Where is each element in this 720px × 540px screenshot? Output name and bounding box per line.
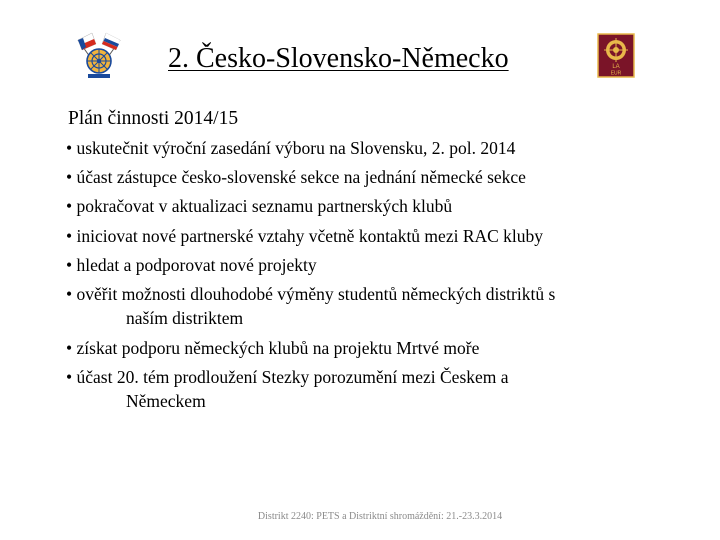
bullet-text: • pokračovat v aktualizaci seznamu partnerských klubů: [66, 196, 453, 217]
bullet-item: [66, 194, 666, 219]
bullet-text: • uskutečnit výroční zasedání výboru na Slovensku, 2. pol. 2014: [66, 138, 516, 158]
bullet-item: [66, 365, 666, 414]
page-title: 2. Česko-Slovensko-Německo: [168, 43, 509, 74]
bullet-item: [66, 336, 666, 361]
bullet-item: [66, 253, 666, 278]
slide-footer: Distrikt 2240: PETS a Distriktní shromáždění: 21.-23.3.2014: [257, 511, 503, 522]
club-crest-icon: [597, 33, 635, 78]
crest-text-bottom: EUR: [610, 70, 622, 77]
bullet-text: • hledat a podporovat nové projekty: [66, 254, 317, 275]
bullet-text: • získat podporu německých klubů na projektu Mrtvé moře: [66, 337, 480, 358]
bullet-text: • účast zástupce česko-slovenské sekce na jednání německé sekce: [66, 167, 526, 188]
plan-subtitle: Plán činnosti 2014/15: [68, 108, 239, 129]
bullet-text: • účast 20. tém prodloužení Stezky porozumění mezi Českem a: [66, 366, 509, 387]
bullet-item: [66, 224, 666, 249]
rotary-flags-emblem-icon: [74, 30, 124, 80]
bullet-text: • ověřit možnosti dlouhodobé výměny studentů německých distriktů s: [66, 283, 556, 304]
bullet-continuation: Německem: [126, 391, 206, 412]
rotary-wheel-icon: [87, 49, 111, 73]
bullet-item: [66, 165, 666, 190]
crest-text-top: LA: [612, 64, 620, 70]
bullet-text: • iniciovat nové partnerské vztahy včetně kontaktů mezi RAC kluby: [66, 225, 544, 246]
bullet-list: [66, 136, 666, 419]
bullet-item: [66, 282, 666, 331]
bullet-continuation: naším distriktem: [126, 308, 244, 329]
bullet-item: [66, 136, 666, 161]
